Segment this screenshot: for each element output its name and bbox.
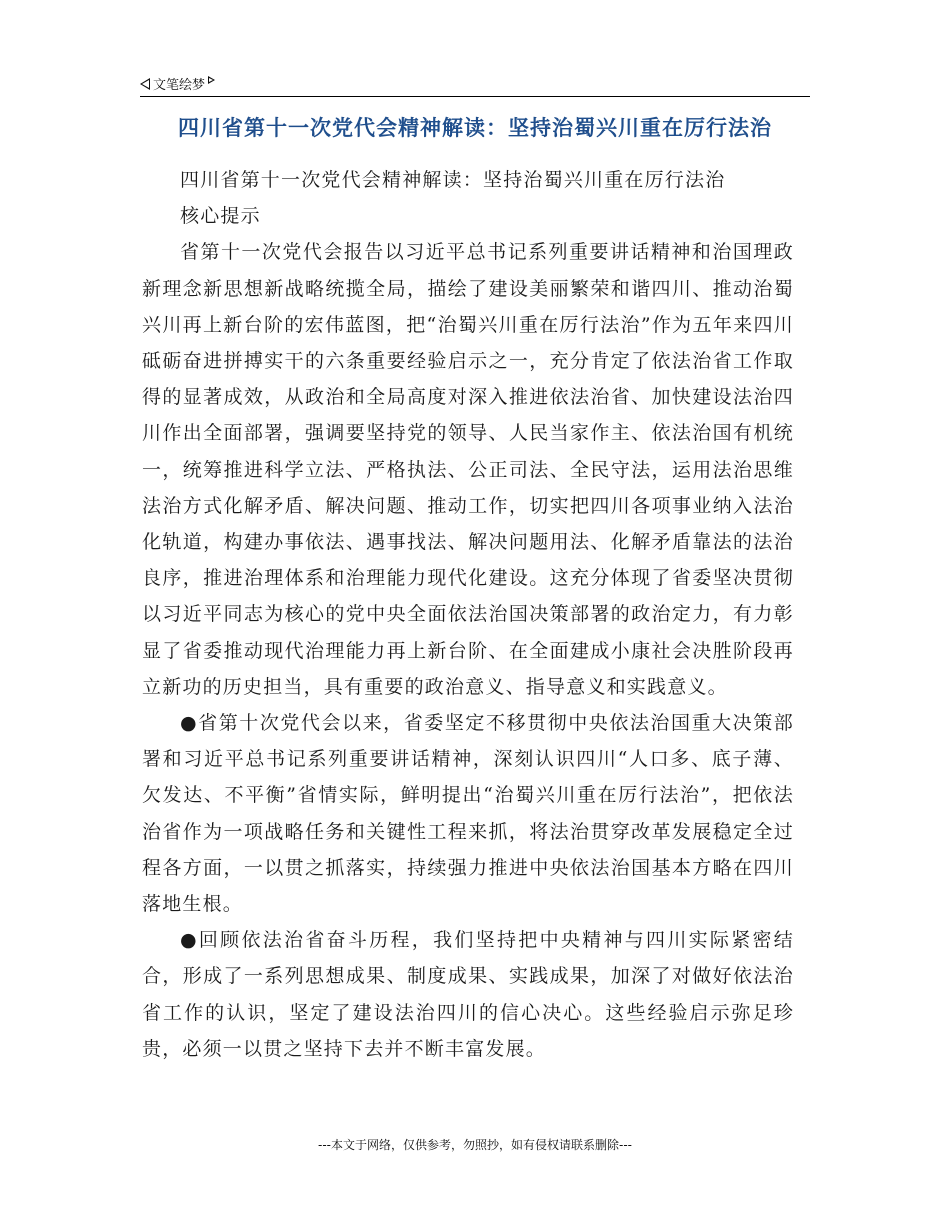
body-paragraph: ●省第十次党代会以来，省委坚定不移贯彻中央依法治国重大决策部署和习近平总书记系列重要讲话精神，深刻认识四川“人口多、底子薄、欠发达、不平衡”省情实际，鲜明提出“治蜀兴川重在厉行法治”，把依法治省作为一项战略任务和关键性工程来抓，将法治贯穿改革发展稳定全过程各方面，一以贯之抓落实，持续强力推进中央依法治国基本方略在四川落地生根。 (142, 712, 794, 916)
right-triangle-icon (208, 76, 215, 84)
section-label: 核心提示 (180, 205, 261, 228)
document-title: 四川省第十一次党代会精神解读：坚持治蜀兴川重在厉行法治 (178, 116, 772, 140)
left-triangle-icon (140, 78, 150, 90)
body-paragraph: ●回顾依法治省奋斗历程，我们坚持把中央精神与四川实际紧密结合，形成了一系列思想成果、制度成果、实践成果，加深了对做好依法治省工作的认识，坚定了建设法治四川的信心决心。这些经验启示弥足珍贵，必须一以贯之坚持下去并不断丰富发展。 (142, 929, 794, 1060)
body-paragraph: 省第十一次党代会报告以习近平总书记系列重要讲话精神和治国理政新理念新思想新战略统揽全局，描绘了建设美丽繁荣和谐四川、推动治蜀兴川再上新台阶的宏伟蓝图，把“治蜀兴川重在厉行法治”作为五年来四川砥砺奋进拼搏实干的六条重要经验启示之一，充分肯定了依法治省工作取得的显著成效，从政治和全局高度对深入推进依法治省、加快建设法治四川作出全面部署，强调要坚持党的领导、人民当家作主、依法治国有机统一，统筹推进科学立法、严格执法、公正司法、全民守法，运用法治思维法治方式化解矛盾、解决问题、推动工作，切实把四川各项事业纳入法治化轨道，构建办事依法、遇事找法、解决问题用法、化解矛盾靠法的法治良序，推进治理体系和治理能力现代化建设。这充分体现了省委坚决贯彻以习近平同志为核心的党中央全面依法治国决策部署的政治定力，有力彰显了省委推动现代治理能力再上新台阶、在全面建成小康社会决胜阶段再立新功的历史担当，具有重要的政治意义、指导意义和实践意义。 (142, 241, 794, 698)
brand (140, 74, 215, 93)
document-body (142, 162, 794, 1067)
subtitle: 四川省第十一次党代会精神解读：坚持治蜀兴川重在厉行法治 (180, 169, 726, 191)
page-header (140, 72, 810, 97)
brand-text: 文笔绘梦 (153, 78, 206, 93)
footer-disclaimer: ---本文于网络，仅供参考，勿照抄，如有侵权请联系删除--- (318, 1138, 632, 1152)
